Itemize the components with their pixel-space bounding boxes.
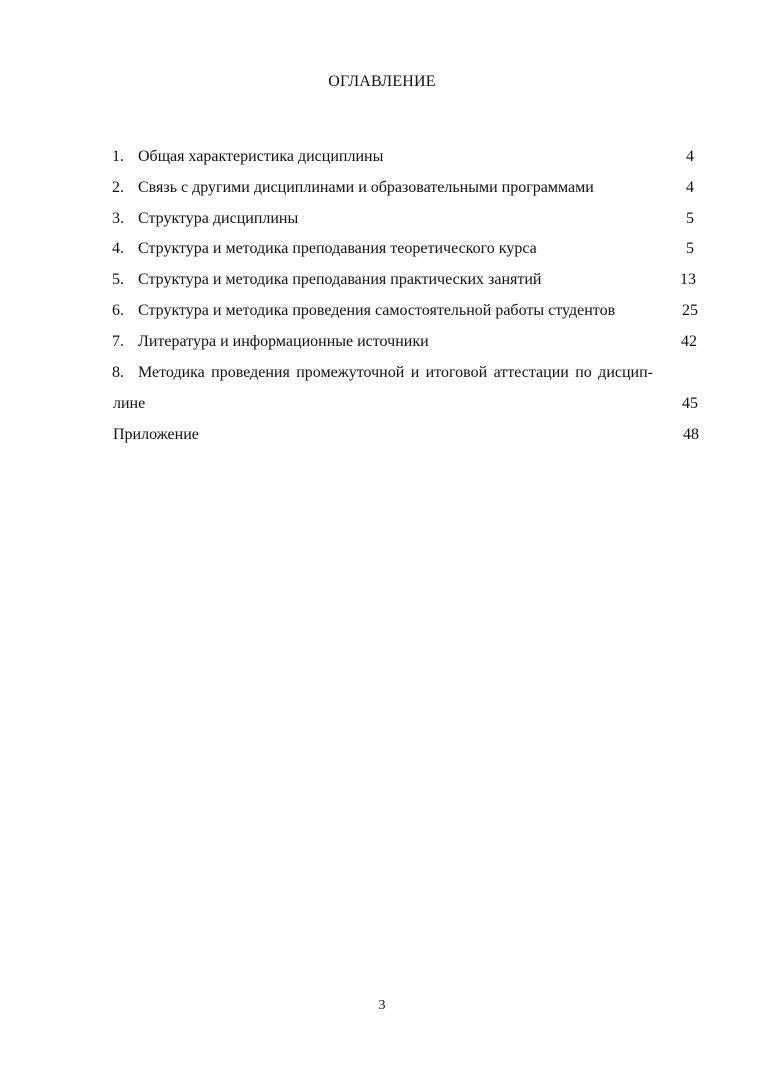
page-number: 3: [378, 998, 386, 1013]
toc-entry-label: Структура и методика преподавания теоретического курса: [138, 240, 537, 257]
toc-entry-page: 48: [683, 426, 699, 443]
toc-entry-label: Методика проведения промежуточной и итоговой аттестации по дисцип-: [138, 364, 654, 381]
toc-entry-label: Структура и методика проведения самостоятельной работы студентов: [138, 302, 616, 319]
toc-entry-page: 4: [686, 148, 694, 165]
toc-entry-number: 2.: [112, 179, 124, 196]
toc-entry-5: [112, 270, 702, 290]
toc-entry-label: Общая характеристика дисциплины: [138, 148, 384, 165]
toc-entry-page: 5: [686, 240, 694, 257]
toc-entry-appendix: [113, 425, 703, 445]
toc-title: ОГЛАВЛЕНИЕ: [328, 73, 436, 90]
toc-entry-page: 13: [680, 271, 696, 288]
toc-entry-7: [112, 332, 702, 352]
toc-entry-page: 45: [682, 395, 698, 412]
toc-entry-label: Структура дисциплины: [138, 210, 299, 227]
toc-entry-page: 42: [681, 333, 697, 350]
toc-entry-6: [112, 301, 702, 321]
toc-entry-number: 4.: [112, 240, 124, 257]
toc-entry-number: 6.: [112, 302, 124, 319]
toc-entry-number: 3.: [112, 210, 124, 227]
toc-entry-label: Приложение: [113, 426, 199, 443]
toc-entry-page: 4: [686, 179, 694, 196]
toc-entry-number: 7.: [112, 333, 124, 350]
toc-entry-8: [112, 363, 710, 383]
toc-entry-label: Связь с другими дисциплинами и образовательными программами: [138, 179, 594, 196]
toc-entry-4: [112, 239, 702, 259]
toc-entry-number: 1.: [112, 148, 124, 165]
toc-entry-page: 25: [682, 302, 698, 319]
toc-entry-2: [112, 178, 702, 198]
toc-entry-label: Структура и методика преподавания практических занятий: [138, 271, 542, 288]
toc-entry-page: 5: [686, 210, 694, 227]
toc-entry-3: [112, 209, 702, 229]
toc-entry-continuation: лине: [113, 395, 146, 412]
toc-entry-1: [112, 147, 702, 167]
toc-entry-8-continuation: [113, 394, 703, 414]
toc-entry-number: 8.: [112, 364, 124, 381]
toc-entry-label: Литература и информационные источники: [138, 333, 429, 350]
toc-entry-number: 5.: [112, 271, 124, 288]
